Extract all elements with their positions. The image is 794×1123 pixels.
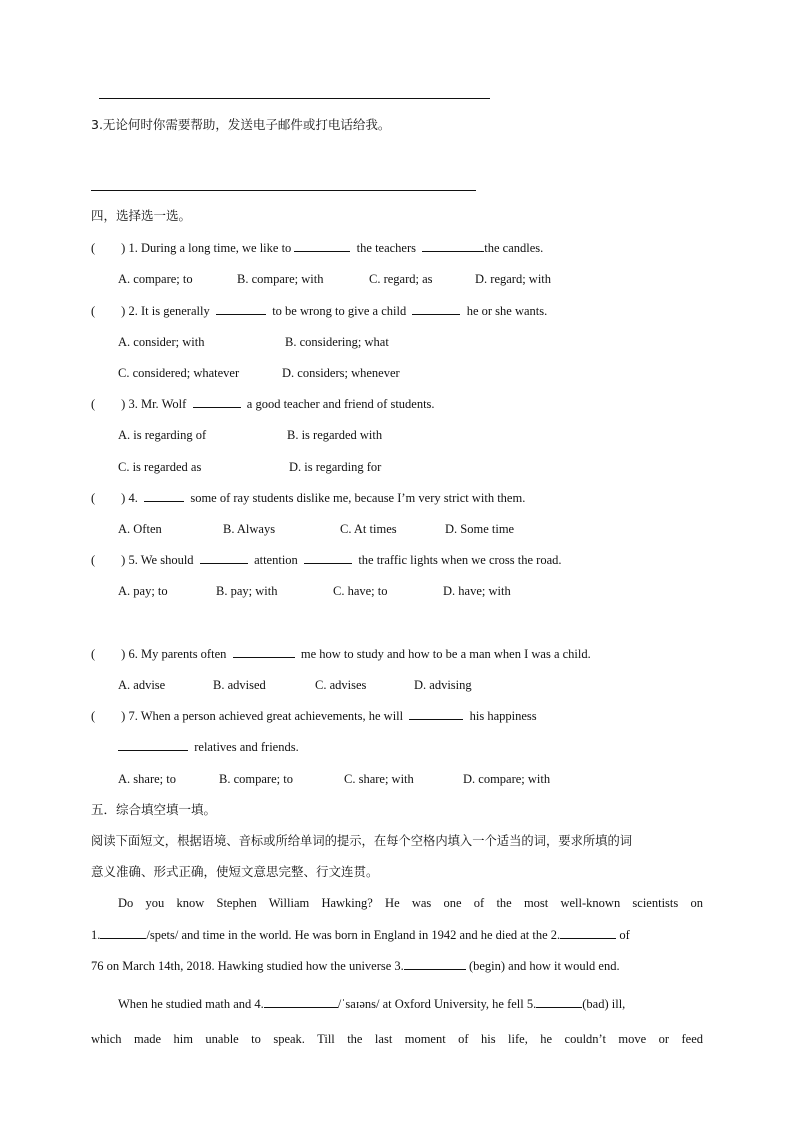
option-b[interactable]: B. is regarded with <box>287 428 383 442</box>
answer-line-2 <box>99 98 490 99</box>
question-text: a good teacher and friend of students. <box>246 397 435 411</box>
blank-1[interactable] <box>100 927 146 939</box>
question-text: the teachers <box>356 241 417 255</box>
blank-3[interactable] <box>404 958 466 970</box>
paren-close: ) <box>121 491 126 505</box>
blank[interactable] <box>412 303 460 315</box>
option-b[interactable]: B. advised <box>213 678 266 692</box>
blank[interactable] <box>216 303 266 315</box>
paren-close: ) <box>121 304 126 318</box>
option-c[interactable]: C. regard; as <box>369 272 433 286</box>
option-b[interactable]: B. Always <box>223 522 276 536</box>
blank-2[interactable] <box>560 927 616 939</box>
question-text: 7. When a person achieved great achievements, he will <box>128 709 404 723</box>
paren-open: ( <box>91 647 96 661</box>
option-c[interactable]: C. have; to <box>333 584 388 598</box>
paren-close: ) <box>121 553 126 567</box>
blank[interactable] <box>409 708 463 720</box>
option-d[interactable]: D. regard; with <box>475 272 552 286</box>
option-c[interactable]: C. At times <box>340 522 397 536</box>
section-5-instructions-2: 意义准确、形式正确，使短文意思完整、行文连贯。 <box>91 864 379 879</box>
paren-open: ( <box>91 397 96 411</box>
blank-5[interactable] <box>536 996 582 1008</box>
question-text: to be wrong to give a child <box>272 304 407 318</box>
option-a[interactable]: A. consider; with <box>118 335 205 349</box>
section-5-heading: 五．综合填空填一填。 <box>91 802 217 817</box>
question-text: some of ray students dislike me, because I’m very strict with them. <box>190 491 526 505</box>
question-7 <box>91 708 537 724</box>
blank[interactable] <box>233 646 295 658</box>
blank[interactable] <box>304 552 352 564</box>
option-a[interactable]: A. advise <box>118 678 166 692</box>
paren-open: ( <box>91 709 96 723</box>
paren-open: ( <box>91 553 96 567</box>
blank-4[interactable] <box>264 996 338 1008</box>
answer-line-3 <box>91 190 476 191</box>
option-d[interactable]: D. advising <box>414 678 472 692</box>
passage-p1-line3: 76 on March 14th, 2018. Hawking studied how the universe 3. (begin) and how it would end. <box>91 959 620 973</box>
paren-close: ) <box>121 709 126 723</box>
question-6 <box>91 646 591 662</box>
option-c[interactable]: C. is regarded as <box>118 460 202 474</box>
paren-close: ) <box>121 647 126 661</box>
translation-q3-prompt: 3.无论何时你需要帮助，发送电子邮件或打电话给我。 <box>91 117 391 132</box>
option-c[interactable]: C. share; with <box>344 772 414 786</box>
question-text: relatives and friends. <box>194 740 299 754</box>
option-d[interactable]: D. compare; with <box>463 772 551 786</box>
blank[interactable] <box>294 240 350 252</box>
passage-p1-line2: 1. /spets/ and time in the world. He was born in England in 1942 and he died at the 2. of <box>91 928 630 942</box>
paren-open: ( <box>91 491 96 505</box>
question-text: the traffic lights when we cross the road. <box>358 553 562 567</box>
option-d[interactable]: D. have; with <box>443 584 511 598</box>
option-d[interactable]: D. considers; whenever <box>282 366 400 380</box>
option-b[interactable]: B. compare; with <box>237 272 324 286</box>
question-text: the candles. <box>484 241 544 255</box>
question-3 <box>91 396 435 412</box>
option-d[interactable]: D. is regarding for <box>289 460 382 474</box>
passage-p2-line2: which made him unable to speak. Till the last moment of his life, he couldn’t move or feed <box>91 1032 703 1046</box>
question-text: he or she wants. <box>466 304 548 318</box>
question-text: 5. We should <box>128 553 194 567</box>
option-a[interactable]: A. share; to <box>118 772 176 786</box>
option-c[interactable]: C. considered; whatever <box>118 366 240 380</box>
paren-open: ( <box>91 241 96 255</box>
blank[interactable] <box>118 739 188 751</box>
option-c[interactable]: C. advises <box>315 678 367 692</box>
question-2 <box>91 303 547 319</box>
question-text: 2. It is generally <box>128 304 210 318</box>
paren-open: ( <box>91 304 96 318</box>
question-5 <box>91 552 562 568</box>
question-text: me how to study and how to be a man when I was a child. <box>300 647 591 661</box>
option-a[interactable]: A. is regarding of <box>118 428 207 442</box>
option-b[interactable]: B. compare; to <box>219 772 293 786</box>
question-7-cont <box>118 739 299 755</box>
question-text: 4. <box>128 491 138 505</box>
option-d[interactable]: D. Some time <box>445 522 515 536</box>
section-5-instructions-1: 阅读下面短文，根据语境、音标或所给单词的提示，在每个空格内填入一个适当的词，要求所填的词 <box>91 834 633 848</box>
question-text: 6. My parents often <box>128 647 227 661</box>
section-4-heading: 四，选择选一选。 <box>91 208 192 223</box>
passage-p2-line1: When he studied math and 4. /ˈsaɪəns/ at Oxford University, he fell 5. (bad) ill, <box>118 997 626 1011</box>
paren-close: ) <box>121 397 126 411</box>
option-a[interactable]: A. compare; to <box>118 272 193 286</box>
question-4 <box>91 490 525 506</box>
blank[interactable] <box>422 240 484 252</box>
question-text: 1. During a long time, we like to <box>128 241 292 255</box>
option-b[interactable]: B. pay; with <box>216 584 278 598</box>
blank[interactable] <box>200 552 248 564</box>
passage-p1-line1: Do you know Stephen William Hawking? He was one of the most well-known scientists on <box>118 896 703 910</box>
paren-close: ) <box>121 241 126 255</box>
blank[interactable] <box>193 396 241 408</box>
blank[interactable] <box>144 490 184 502</box>
question-text: 3. Mr. Wolf <box>128 397 187 411</box>
question-text: attention <box>254 553 298 567</box>
option-a[interactable]: A. pay; to <box>118 584 168 598</box>
option-b[interactable]: B. considering; what <box>285 335 389 349</box>
question-text: his happiness <box>469 709 537 723</box>
option-a[interactable]: A. Often <box>118 522 162 536</box>
question-1 <box>91 240 543 256</box>
